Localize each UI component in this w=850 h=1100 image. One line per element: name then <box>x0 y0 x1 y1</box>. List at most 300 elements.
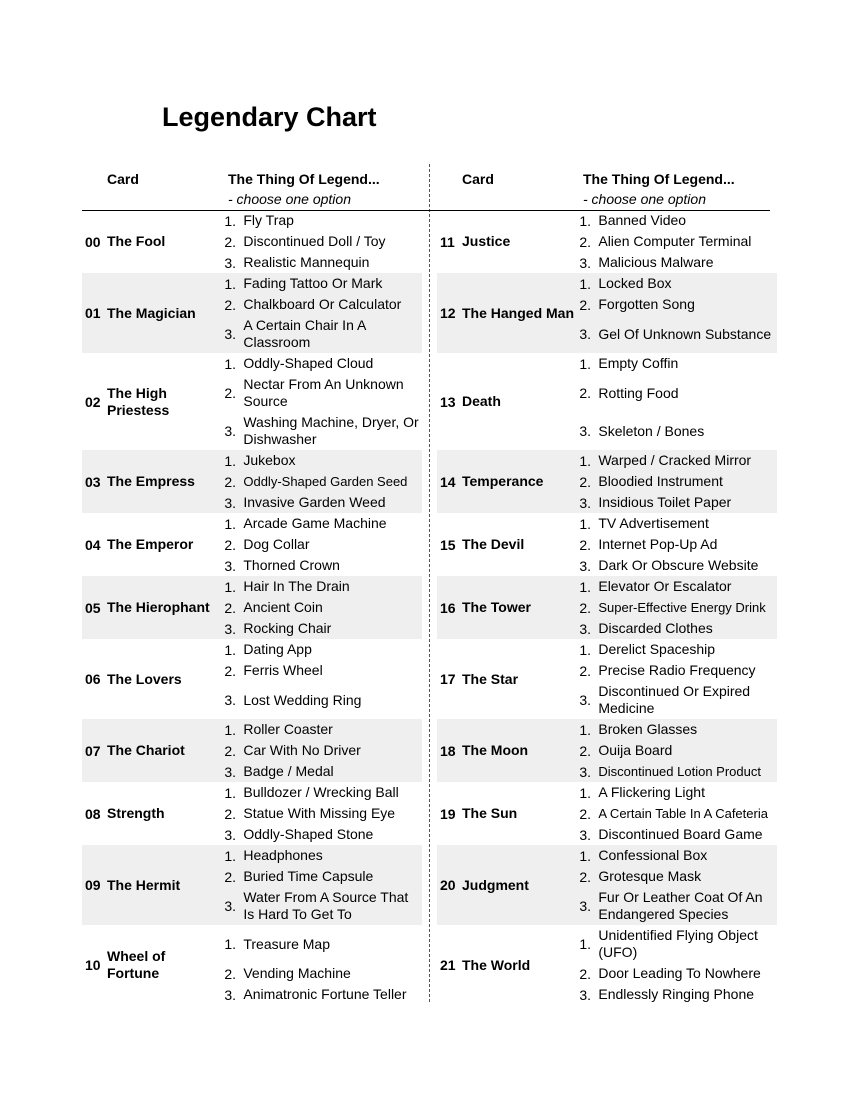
card-label <box>437 782 575 845</box>
option-number: 3. <box>224 826 237 843</box>
option-text: Super-Effective Energy Drink <box>598 600 766 615</box>
option-text: Ferris Wheel <box>243 662 323 678</box>
card-label <box>437 925 575 1005</box>
option-number: 1. <box>579 515 592 532</box>
card-row <box>437 353 777 450</box>
option-text: Confessional Box <box>598 847 708 863</box>
option-number: 2. <box>224 536 237 553</box>
column-divider <box>429 164 430 1002</box>
card-number: 21 <box>440 957 456 973</box>
card-label <box>437 450 575 513</box>
option-item <box>224 374 422 412</box>
option-number: 1. <box>579 212 592 229</box>
card-label <box>82 210 220 273</box>
option-item <box>579 824 777 845</box>
card-number: 15 <box>440 536 456 553</box>
option-item <box>224 618 422 639</box>
thing-header: The Thing Of Legend... <box>228 171 380 187</box>
option-number: 1. <box>224 355 237 372</box>
option-number: 1. <box>224 452 237 469</box>
option-text: Banned Video <box>598 212 687 228</box>
card-label <box>437 353 575 450</box>
option-item <box>224 803 422 824</box>
option-item <box>579 513 777 534</box>
option-text: Rocking Chair <box>243 620 332 636</box>
card-name: The High Priestess <box>107 384 170 418</box>
option-item <box>224 252 422 273</box>
option-number: 1. <box>579 784 592 801</box>
option-text: Broken Glasses <box>598 721 698 737</box>
option-number: 2. <box>579 473 592 490</box>
option-item <box>579 782 777 803</box>
option-text: Vending Machine <box>243 965 351 981</box>
option-text: Internet Pop-Up Ad <box>598 536 718 552</box>
option-item <box>224 231 422 252</box>
card-label <box>82 353 220 450</box>
option-text: Hair In The Drain <box>243 578 350 594</box>
option-text: Fly Trap <box>243 212 294 228</box>
option-text: Invasive Garden Weed <box>243 494 386 510</box>
option-text: A Certain Table In A Cafeteria <box>598 806 768 821</box>
option-number: 3. <box>579 826 592 843</box>
option-text: Endlessly Ringing Phone <box>598 986 755 1002</box>
option-number: 1. <box>579 578 592 595</box>
thing-header: The Thing Of Legend... <box>583 171 735 187</box>
option-item <box>224 887 422 925</box>
option-list <box>220 210 422 273</box>
option-list <box>575 273 777 353</box>
card-number: 17 <box>440 671 456 687</box>
option-number: 1. <box>224 212 237 229</box>
option-item <box>224 639 422 660</box>
option-list <box>220 719 422 782</box>
option-text: Empty Coffin <box>598 355 679 371</box>
card-row <box>82 719 422 782</box>
option-number: 2. <box>579 233 592 250</box>
option-text: Water From A Source That Is Hard To Get To <box>243 889 409 922</box>
option-list <box>575 845 777 925</box>
card-number: 14 <box>440 473 456 490</box>
option-text: Discontinued Lotion Product <box>598 764 761 779</box>
option-item <box>224 576 422 597</box>
option-number: 3. <box>224 254 237 271</box>
card-name: The Fool <box>107 233 166 249</box>
option-number: 2. <box>224 385 237 401</box>
option-number: 2. <box>579 742 592 759</box>
option-list <box>575 576 777 639</box>
option-item <box>579 353 777 374</box>
card-row <box>82 576 422 639</box>
card-name: Death <box>462 393 501 409</box>
option-number: 1. <box>224 641 237 658</box>
card-label <box>437 513 575 576</box>
option-item <box>579 374 777 412</box>
option-text: Discontinued Or Expired Medicine <box>598 683 751 716</box>
option-text: Discarded Clothes <box>598 620 713 636</box>
option-number: 3. <box>224 763 237 780</box>
card-name: Justice <box>462 233 511 249</box>
card-number: 04 <box>85 536 101 553</box>
option-item <box>224 492 422 513</box>
option-list <box>575 639 777 719</box>
option-list <box>575 210 777 273</box>
option-text: Malicious Malware <box>598 254 714 270</box>
page-title: Legendary Chart <box>162 102 377 132</box>
card-row <box>82 639 422 719</box>
option-item <box>579 887 777 925</box>
card-row <box>82 513 422 576</box>
option-number: 3. <box>579 986 592 1003</box>
option-number: 2. <box>579 296 592 313</box>
option-text: Precise Radio Frequency <box>598 662 756 678</box>
option-item <box>579 534 777 555</box>
option-number: 3. <box>579 692 592 708</box>
option-list <box>220 513 422 576</box>
option-text: A Flickering Light <box>598 784 705 800</box>
option-number: 3. <box>224 898 237 914</box>
option-text: Bulldozer / Wrecking Ball <box>243 784 399 800</box>
option-number: 2. <box>579 868 592 885</box>
card-row <box>82 925 422 1005</box>
option-number: 1. <box>224 515 237 532</box>
card-number: 11 <box>440 233 455 250</box>
option-number: 1. <box>224 721 237 738</box>
option-item <box>579 803 777 824</box>
card-row <box>82 782 422 845</box>
card-name: The Star <box>462 670 519 687</box>
option-text: Car With No Driver <box>243 742 361 758</box>
card-number: 08 <box>85 805 101 822</box>
option-item <box>224 719 422 740</box>
card-label <box>82 845 220 925</box>
option-text: Thorned Crown <box>243 557 340 573</box>
option-number: 3. <box>579 620 592 637</box>
card-row <box>82 210 422 273</box>
option-text: Insidious Toilet Paper <box>598 494 732 510</box>
option-item <box>579 273 777 294</box>
card-label <box>437 639 575 719</box>
card-label <box>437 845 575 925</box>
card-row <box>82 353 422 450</box>
option-number: 3. <box>579 557 592 574</box>
option-text: Headphones <box>243 847 323 863</box>
option-item <box>224 273 422 294</box>
option-number: 1. <box>579 847 592 864</box>
card-name: The Emperor <box>107 536 194 552</box>
card-number: 10 <box>85 957 101 973</box>
option-item <box>579 315 777 353</box>
card-row <box>437 273 777 353</box>
card-row <box>437 845 777 925</box>
card-row <box>437 210 777 273</box>
option-text: Ancient Coin <box>243 599 323 615</box>
option-item <box>579 719 777 740</box>
card-label <box>82 450 220 513</box>
option-text: Buried Time Capsule <box>243 868 374 884</box>
option-number: 2. <box>224 473 237 490</box>
option-text: Chalkboard Or Calculator <box>243 296 402 312</box>
option-text: Warped / Cracked Mirror <box>598 452 752 468</box>
option-item <box>224 866 422 887</box>
option-list <box>575 782 777 845</box>
option-item <box>579 252 777 273</box>
option-item <box>224 925 422 963</box>
card-label <box>82 782 220 845</box>
option-number: 3. <box>579 494 592 511</box>
option-number: 1. <box>579 721 592 738</box>
option-number: 1. <box>224 936 237 952</box>
option-item <box>579 412 777 450</box>
card-name: The Magician <box>107 304 196 321</box>
option-list <box>220 576 422 639</box>
card-row <box>437 782 777 845</box>
option-number: 2. <box>224 965 237 982</box>
option-item <box>224 555 422 576</box>
option-number: 2. <box>224 868 237 885</box>
card-row <box>437 925 777 1005</box>
option-number: 2. <box>224 296 237 313</box>
option-item <box>224 534 422 555</box>
option-item <box>224 597 422 618</box>
option-list <box>220 639 422 719</box>
option-item <box>579 618 777 639</box>
card-number: 12 <box>440 305 456 321</box>
card-label <box>437 210 575 273</box>
option-item <box>579 210 777 231</box>
card-number: 16 <box>440 599 456 616</box>
option-number: 3. <box>224 692 237 708</box>
option-number: 3. <box>224 494 237 511</box>
option-number: 1. <box>224 784 237 801</box>
option-number: 3. <box>224 557 237 574</box>
option-item <box>579 231 777 252</box>
option-text: Skeleton / Bones <box>598 422 705 439</box>
option-text: Derelict Spaceship <box>598 641 716 657</box>
option-list <box>220 845 422 925</box>
option-number: 1. <box>224 847 237 864</box>
option-item <box>579 471 777 492</box>
option-number: 2. <box>224 233 237 250</box>
left-column-header <box>82 170 422 210</box>
option-text: Rotting Food <box>598 384 679 401</box>
option-number: 2. <box>579 385 592 401</box>
option-text: Arcade Game Machine <box>243 515 387 531</box>
option-text: Jukebox <box>243 452 296 468</box>
option-text: Discontinued Board Game <box>598 826 763 842</box>
card-number: 02 <box>85 393 101 410</box>
card-row <box>437 513 777 576</box>
card-label <box>437 273 575 353</box>
card-label <box>82 719 220 782</box>
card-name: The Hanged Man <box>462 304 575 321</box>
card-name: Temperance <box>462 473 544 489</box>
option-number: 2. <box>579 662 592 679</box>
choose-note: - choose one option <box>228 191 351 207</box>
option-item <box>579 576 777 597</box>
card-number: 20 <box>440 877 456 893</box>
card-header: Card <box>107 171 139 187</box>
option-list <box>220 782 422 845</box>
option-text: Fur Or Leather Coat Of An Endangered Species <box>598 889 763 922</box>
option-text: Alien Computer Terminal <box>598 233 752 249</box>
option-number: 2. <box>579 599 592 616</box>
card-number: 00 <box>85 233 101 250</box>
option-text: Treasure Map <box>243 935 330 952</box>
option-item <box>579 681 777 719</box>
option-number: 2. <box>579 536 592 553</box>
option-list <box>575 450 777 513</box>
option-item <box>224 294 422 315</box>
card-label <box>82 273 220 353</box>
option-text: Gel Of Unknown Substance <box>598 325 772 342</box>
card-label <box>82 513 220 576</box>
option-item <box>579 761 777 782</box>
right-column-header <box>437 170 777 210</box>
card-number: 09 <box>85 877 101 893</box>
left-card-rows <box>82 210 422 1005</box>
option-text: A Certain Chair In A Classroom <box>243 317 366 350</box>
option-item <box>579 555 777 576</box>
option-text: Oddly-Shaped Garden Seed <box>243 474 408 489</box>
option-text: Badge / Medal <box>243 763 334 779</box>
option-number: 2. <box>224 662 237 679</box>
card-name: The Empress <box>107 473 195 489</box>
option-number: 3. <box>579 423 592 439</box>
option-list <box>575 719 777 782</box>
card-label <box>82 925 220 1005</box>
option-text: Bloodied Instrument <box>598 473 723 489</box>
option-number: 2. <box>224 805 237 822</box>
option-number: 1. <box>224 275 237 292</box>
option-text: Door Leading To Nowhere <box>598 965 761 981</box>
card-name: The Hermit <box>107 876 181 893</box>
card-label <box>437 719 575 782</box>
option-item <box>579 845 777 866</box>
option-text: Discontinued Doll / Toy <box>243 233 386 249</box>
card-number: 03 <box>85 473 101 490</box>
option-item <box>224 353 422 374</box>
option-text: TV Advertisement <box>598 515 709 531</box>
option-list <box>575 513 777 576</box>
option-item <box>224 660 422 681</box>
card-row <box>82 450 422 513</box>
option-number: 3. <box>224 986 237 1003</box>
option-text: Oddly-Shaped Cloud <box>243 355 374 371</box>
card-name: Strength <box>107 805 165 821</box>
option-number: 3. <box>224 326 237 342</box>
option-text: Washing Machine, Dryer, Or Dishwasher <box>243 414 419 447</box>
option-item <box>579 866 777 887</box>
option-item <box>579 984 777 1005</box>
option-item <box>224 450 422 471</box>
card-row <box>437 719 777 782</box>
option-item <box>224 984 422 1005</box>
card-name: The World <box>462 956 531 973</box>
card-number: 05 <box>85 599 101 616</box>
card-row <box>82 845 422 925</box>
card-number: 13 <box>440 393 456 410</box>
card-name: The Tower <box>462 599 531 615</box>
option-item <box>224 782 422 803</box>
option-number: 3. <box>579 254 592 271</box>
option-item <box>579 492 777 513</box>
option-item <box>224 824 422 845</box>
option-list <box>575 353 777 450</box>
card-row <box>437 576 777 639</box>
option-item <box>224 513 422 534</box>
card-number: 18 <box>440 742 456 759</box>
card-number: 07 <box>85 742 101 759</box>
option-item <box>224 681 422 719</box>
option-list <box>575 925 777 1005</box>
option-text: Dog Collar <box>243 536 310 552</box>
card-number: 06 <box>85 671 101 687</box>
option-number: 2. <box>579 965 592 982</box>
option-text: Realistic Mannequin <box>243 254 370 270</box>
option-list <box>220 273 422 353</box>
right-card-rows <box>437 210 777 1005</box>
option-text: Statue With Missing Eye <box>243 805 396 821</box>
card-name: The Hierophant <box>107 599 210 615</box>
card-name: Wheel of Fortune <box>107 948 166 981</box>
option-number: 1. <box>224 578 237 595</box>
option-item <box>224 761 422 782</box>
option-number: 1. <box>579 641 592 658</box>
card-number: 19 <box>440 805 456 822</box>
option-list <box>220 450 422 513</box>
card-name: Judgment <box>462 876 529 893</box>
option-text: Locked Box <box>598 275 672 291</box>
card-label <box>82 639 220 719</box>
option-number: 2. <box>579 805 592 822</box>
option-text: Dating App <box>243 641 312 657</box>
card-number: 01 <box>85 305 101 321</box>
option-number: 3. <box>579 326 592 342</box>
option-list <box>220 353 422 450</box>
option-item <box>224 315 422 353</box>
option-text: Forgotten Song <box>598 296 695 312</box>
card-row <box>82 273 422 353</box>
card-name: The Devil <box>462 536 525 552</box>
card-name: The Lovers <box>107 670 182 687</box>
option-item <box>224 471 422 492</box>
option-item <box>579 639 777 660</box>
option-text: Unidentified Flying Object (UFO) <box>598 927 758 960</box>
option-number: 2. <box>224 599 237 616</box>
option-number: 1. <box>579 275 592 292</box>
option-text: Dark Or Obscure Website <box>598 557 759 573</box>
option-text: Oddly-Shaped Stone <box>243 826 374 842</box>
option-item <box>224 845 422 866</box>
option-number: 1. <box>579 355 592 372</box>
option-item <box>579 740 777 761</box>
option-text: Animatronic Fortune Teller <box>243 986 407 1002</box>
option-item <box>579 450 777 471</box>
option-item <box>224 740 422 761</box>
card-row <box>437 639 777 719</box>
card-name: The Chariot <box>107 742 185 758</box>
card-header: Card <box>462 171 494 187</box>
option-number: 3. <box>224 423 237 439</box>
option-item <box>579 963 777 984</box>
option-text: Ouija Board <box>598 742 673 758</box>
option-item <box>224 210 422 231</box>
option-text: Nectar From An Unknown Source <box>243 376 404 409</box>
option-number: 1. <box>579 452 592 469</box>
option-number: 1. <box>579 936 592 952</box>
card-name: The Sun <box>462 805 518 821</box>
option-item <box>579 597 777 618</box>
